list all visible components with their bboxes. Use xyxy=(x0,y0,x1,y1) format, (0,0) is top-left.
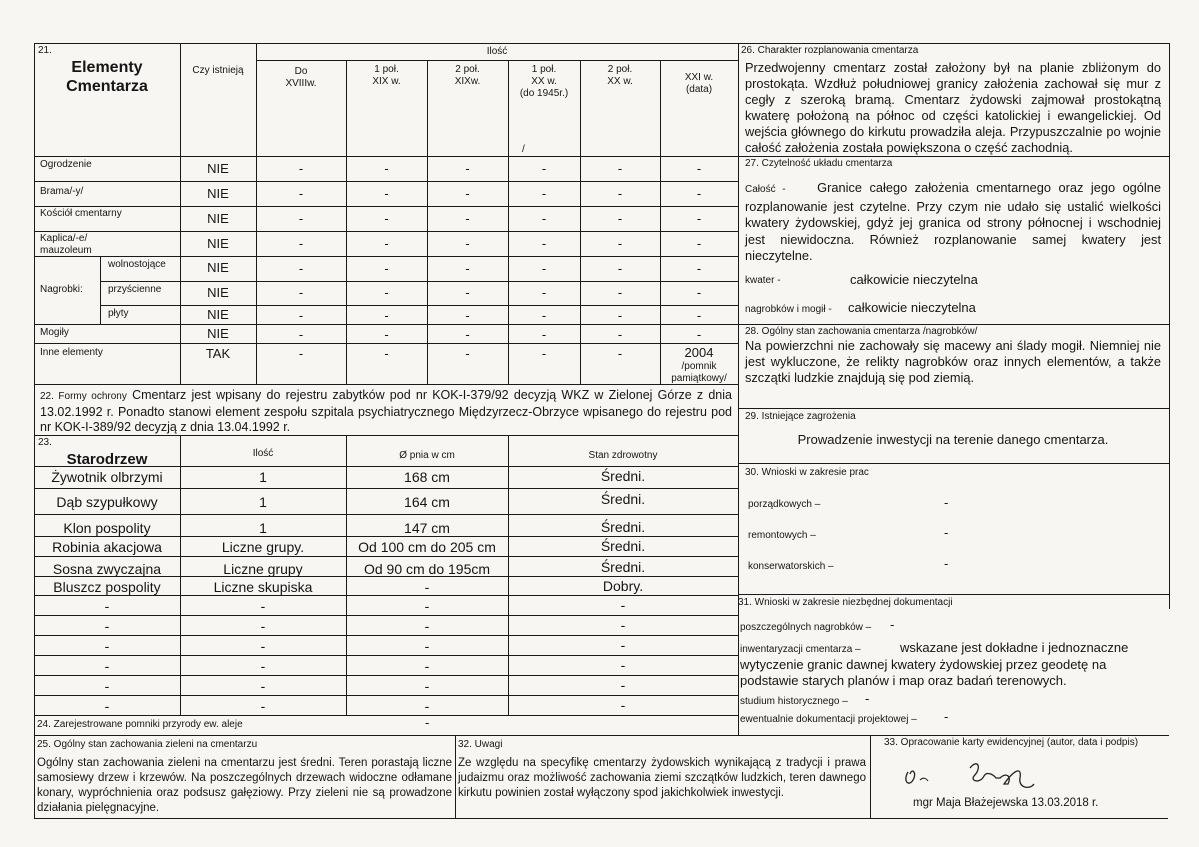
value-cell: - xyxy=(617,211,623,226)
s31-item1-label: poszczególnych nagrobków – xyxy=(740,622,872,633)
value-cell: - xyxy=(541,161,547,176)
value-cell: - xyxy=(384,285,389,300)
tree-health-col xyxy=(508,466,738,715)
s30-item-remontowych: remontowych – xyxy=(748,530,816,541)
s33-author: mgr Maja Błażejewska 13.03.2018 r. xyxy=(913,797,1099,809)
inne-xxi-year: 2004 xyxy=(684,345,714,360)
value-cell: - xyxy=(465,327,470,342)
s31-item2-text-l2: wytyczenie granic dawnej kwatery żydowskiej przez geodetę na xyxy=(740,657,1107,672)
s33-label: 33. Opracowanie karty ewidencyjnej (autor, data i podpis) xyxy=(884,737,1139,748)
tree-diam: - xyxy=(424,618,430,634)
tree-name: - xyxy=(104,598,110,614)
s31-item1-value: - xyxy=(890,617,895,632)
s30-value-porzadkowych: - xyxy=(944,495,949,510)
right-hline xyxy=(738,463,1169,464)
s21-hline xyxy=(100,305,738,306)
row-label-inne: Inne elementy xyxy=(40,347,103,358)
s21-hline xyxy=(34,324,738,325)
exists-kosciol: NIE xyxy=(207,211,229,226)
exists-przyscienne: NIE xyxy=(207,285,229,300)
s30-item-konserwatorskich: konserwatorskich – xyxy=(748,561,834,572)
s27-kwater-value: całkowicie nieczytelna xyxy=(850,272,978,287)
value-cell: - xyxy=(541,186,547,201)
value-cell: - xyxy=(617,308,623,323)
value-cell: - xyxy=(384,236,389,251)
tree-diam-col xyxy=(346,467,508,716)
s32-label: 32. Uwagi xyxy=(458,739,503,750)
tree-count: Liczne grupy xyxy=(223,561,303,577)
tree-health: Średni. xyxy=(600,491,646,507)
tree-name-col xyxy=(34,467,180,716)
s23-number: 23. xyxy=(38,437,52,448)
s27-label: 27. Czytelność układu cmentarza xyxy=(745,158,893,169)
s28-text: Na powierzchni nie zachowały się macewy ani ślady mogił. Niemniej nie jest wykluczone, że relikty nagrobków oraz innych elementów, a także szczątki ludzkie znajdują się pod ziemią. xyxy=(745,338,1161,385)
tree-count: - xyxy=(260,678,266,694)
value-cell: - xyxy=(617,236,623,251)
row-label-ogrodzenie: Ogrodzenie xyxy=(40,159,92,170)
value-cell: - xyxy=(696,186,702,201)
value-cell: - xyxy=(617,346,623,361)
exists-brama: NIE xyxy=(207,186,229,201)
tree-health: - xyxy=(620,637,626,653)
row-label-brama: Brama/-y/ xyxy=(40,186,84,197)
period-header-2: 1 poł. XIX w. xyxy=(372,64,401,87)
s27-calosc-text: Granice całego założenia cmentarnego oraz jego ogólne rozplanowanie jest czytelne. Przy czym nie udało się ustalić wielkości kwatery żydowskiej, gdyż jej granica od strony północnej i wschodniej jest niewidoczna. Również rozplanowanie samej kwatery jest nieczytelne. xyxy=(745,180,1161,263)
s24-bottom-line xyxy=(34,735,1169,736)
tree-diam: Od 90 cm do 195cm xyxy=(363,561,491,577)
tree-count: 1 xyxy=(259,469,267,485)
value-cell: - xyxy=(541,211,547,226)
value-cell: - xyxy=(696,236,702,251)
tree-name: - xyxy=(104,638,110,654)
s32-s33-divider xyxy=(870,735,871,818)
value-cell: - xyxy=(696,211,702,226)
s21-hline xyxy=(34,343,738,344)
s22-text: Cmentarz jest wpisany do rejestru zabytków pod nr KOK-I-379/92 decyzją WKZ w Zielonej Górze z dnia 13.02.1992 r. Ponadto stanowi element zespołu szpitala psychiatrycznego Międzyrzecz-Obrzyce wpisanego do rejestru pod nr KOK-I-389/92 decyzją z dnia 13.04.1992 r. xyxy=(40,388,732,434)
value-cell: - xyxy=(696,308,702,323)
right-hline xyxy=(738,156,1169,157)
s21-hline xyxy=(34,231,738,232)
tree-health: Średni. xyxy=(600,538,646,554)
s29-text: Prowadzenie inwestycji na terenie danego cmentarza. xyxy=(797,432,1109,447)
tree-health: - xyxy=(620,617,626,633)
tree-count: - xyxy=(260,658,266,674)
s31-item4-label: ewentualnie dokumentacji projektowej – xyxy=(740,714,917,725)
tree-health: - xyxy=(620,677,626,693)
tree-name: Klon pospolity xyxy=(63,520,151,536)
exists-inne: TAK xyxy=(205,346,231,361)
tree-count: Liczne grupy. xyxy=(221,539,305,555)
tree-health: - xyxy=(620,697,626,713)
row-label-kosciol: Kościół cmentarny xyxy=(40,208,122,219)
s22-label: 22. Formy ochrony xyxy=(40,391,127,402)
value-cell: - xyxy=(541,261,547,276)
tree-diam: 147 cm xyxy=(404,520,450,536)
s27-calosc-block xyxy=(745,180,1161,265)
s30-item-porzadkowych: porządkowych – xyxy=(748,499,821,510)
tree-health: - xyxy=(620,657,626,673)
tree-diam: - xyxy=(424,579,430,595)
value-cell: - xyxy=(465,261,470,276)
s23-header-count: Ilość xyxy=(252,448,274,459)
value-cell: - xyxy=(384,346,389,361)
value-cell: - xyxy=(696,327,702,342)
value-cell: - xyxy=(465,285,470,300)
s21-hline xyxy=(100,281,738,282)
value-cell: - xyxy=(541,346,547,361)
value-cell: - xyxy=(384,308,389,323)
s25-label: 25. Ogólny stan zachowania zieleni na cmentarzu xyxy=(37,739,258,750)
tree-name: - xyxy=(104,618,110,634)
period-header-1: Do XVIIIw. xyxy=(285,66,317,89)
tree-name: - xyxy=(104,678,110,694)
s21-number: 21. xyxy=(38,45,52,56)
row-label-przyscienne: przyścienne xyxy=(108,284,162,295)
value-cell: - xyxy=(384,327,389,342)
s27-nagrobkow-label: nagrobków i mogił - xyxy=(745,304,832,315)
inne-xxi-note2: pamiątkowy/ xyxy=(671,373,727,384)
value-cell: - xyxy=(617,327,623,342)
value-cell: - xyxy=(541,327,547,342)
period-header-5: 2 poł. XX w. xyxy=(607,64,633,87)
exists-kaplica: NIE xyxy=(207,236,229,251)
period-header-4: 1 poł. XX w. (do 1945r.) xyxy=(519,64,569,99)
value-cell: - xyxy=(298,161,304,176)
right-hline xyxy=(738,594,1169,595)
s21-hline xyxy=(34,181,738,182)
value-cell: - xyxy=(298,236,304,251)
s31-item2-text-l3: podstawie starych planów i map oraz badań terenowych. xyxy=(740,673,1067,688)
s30-value-konserwatorskich: - xyxy=(944,556,949,571)
signature-image xyxy=(900,752,1060,792)
stray-slash-mark: / xyxy=(522,144,525,155)
value-cell: - xyxy=(298,308,304,323)
s24-value: - xyxy=(425,715,430,730)
value-cell: - xyxy=(617,161,623,176)
frame-bottom xyxy=(34,818,1168,819)
tree-count: 1 xyxy=(259,494,267,510)
s31-label: 31. Wnioski w zakresie niezbędnej dokumentacji xyxy=(738,597,953,608)
exists-ogrodzenie: NIE xyxy=(207,161,229,176)
s21-title-line2: Cmentarza xyxy=(66,78,148,95)
s26-label: 26. Charakter rozplanowania cmentarza xyxy=(741,45,919,56)
tree-count: - xyxy=(260,698,266,714)
value-cell: - xyxy=(384,161,389,176)
s29-label: 29. Istniejące zagrożenia xyxy=(745,411,856,422)
exists-wolnostojace: NIE xyxy=(207,260,229,275)
value-cell: - xyxy=(541,236,547,251)
s22-block xyxy=(40,388,732,436)
tree-count: - xyxy=(260,638,266,654)
period-header-6: XXI w. (data) xyxy=(684,72,714,95)
row-label-mogily: Mogiły xyxy=(40,327,69,338)
tree-name: - xyxy=(104,698,110,714)
s21-title xyxy=(40,58,174,96)
tree-count: - xyxy=(260,618,266,634)
s21-title-line1: Elementy xyxy=(71,59,143,76)
row-label-kaplica: Kaplica/-e/ mauzoleum xyxy=(40,233,92,256)
inne-xxi-cell xyxy=(660,345,738,385)
tree-health: Dobry. xyxy=(602,578,644,594)
value-cell: - xyxy=(696,261,702,276)
value-cell: - xyxy=(298,211,304,226)
ilosc-header: Ilość xyxy=(486,46,508,57)
tree-count: Liczne skupiska xyxy=(213,579,313,595)
frame-top xyxy=(34,43,1169,44)
s21-hline xyxy=(34,206,738,207)
tree-health: - xyxy=(620,597,626,613)
s32-text: Ze względu na specyfikę cmentarzy żydowskich wynikającą z tradycji i prawa judaizmu oraz możliwość zachowania ziemi szczątków ludzkich, teren dawnego kirkutu powinien został wyłączony spod jakichkolwiek inwestycji. xyxy=(458,757,866,799)
s31-item2-text-l1: wskazane jest dokładne i jednoznaczne xyxy=(900,640,1129,655)
s25-s32-divider xyxy=(455,735,456,818)
s21-hline xyxy=(256,60,738,61)
value-cell: - xyxy=(465,186,470,201)
frame-right-upper xyxy=(1169,43,1170,609)
tree-count-col xyxy=(180,467,346,716)
tree-health: Średni. xyxy=(600,468,646,484)
s23-header-diam: Ø pnia w cm xyxy=(399,450,455,461)
value-cell: - xyxy=(696,285,702,300)
s27-nagrobkow-value: całkowicie nieczytelna xyxy=(848,300,976,315)
s21-vline xyxy=(100,256,101,324)
s21-hline xyxy=(34,384,738,385)
row-label-wolnostojace: wolnostojące xyxy=(108,259,166,270)
tree-diam: - xyxy=(424,598,430,614)
value-cell: - xyxy=(465,161,470,176)
value-cell: - xyxy=(617,285,623,300)
s31-item2-label: inwentaryzacji cmentarza – xyxy=(740,644,861,655)
value-cell: - xyxy=(298,261,304,276)
tree-diam: 168 cm xyxy=(404,469,450,485)
value-cell: - xyxy=(465,308,470,323)
value-cell: - xyxy=(541,308,547,323)
s31-item4-value: - xyxy=(944,709,949,724)
s30-label: 30. Wnioski w zakresie prac xyxy=(745,467,869,478)
tree-diam: - xyxy=(424,638,430,654)
value-cell: - xyxy=(384,186,389,201)
tree-diam: - xyxy=(424,658,430,674)
right-hline xyxy=(738,408,1169,409)
right-hline xyxy=(738,324,1169,325)
tree-name: Dąb szypułkowy xyxy=(56,494,158,510)
value-cell: - xyxy=(384,261,389,276)
s28-label: 28. Ogólny stan zachowania cmentarza /nagrobków/ xyxy=(745,326,978,337)
value-cell: - xyxy=(617,261,623,276)
tree-count: 1 xyxy=(259,520,267,536)
period-header-3: 2 poł. XIXw. xyxy=(454,64,481,87)
tree-health: Średni. xyxy=(600,559,646,575)
value-cell: - xyxy=(298,327,304,342)
s27-kwater-label: kwater - xyxy=(745,275,781,286)
s31-item3-label: studium historycznego – xyxy=(740,696,848,707)
tree-health: Średni. xyxy=(600,519,646,535)
tree-diam: - xyxy=(424,698,430,714)
tree-name: Sosna zwyczajna xyxy=(52,561,162,577)
tree-count: - xyxy=(260,598,266,614)
s26-text: Przedwojenny cmentarz został założony był na planie zbliżonym do prostokąta. Wzdłuż południowej granicy założenia zachował się mur z cegły z szeroką bramą. Cmentarz żydowski zajmował prostokątną kwaterę położoną na północ od części katolickiej i ewangelickiej. Od wejścia głównego do kirkutu prowadziła aleja. Przypuszczalnie po wojnie całość założenia została powiększona o część zachodnią. xyxy=(745,60,1161,155)
s23-title: Starodrzew xyxy=(66,451,148,468)
col-exists-header: Czy istnieją xyxy=(192,65,244,76)
s21-hline xyxy=(34,256,738,257)
tree-name: Robinia akacjowa xyxy=(52,539,162,555)
value-cell: - xyxy=(465,346,470,361)
s27-calosc-label: Całość - xyxy=(745,184,786,195)
inne-xxi-note1: /pomnik xyxy=(681,361,717,372)
value-cell: - xyxy=(465,211,470,226)
exists-plyty: NIE xyxy=(207,307,229,322)
s23-header-health: Stan zdrowotny xyxy=(588,450,658,461)
tree-name: Bluszcz pospolity xyxy=(53,579,161,595)
value-cell: - xyxy=(298,186,304,201)
tree-diam: 164 cm xyxy=(404,494,450,510)
s30-value-remontowych: - xyxy=(944,525,949,540)
s21-hline xyxy=(34,156,738,157)
tree-diam: - xyxy=(424,678,430,694)
value-cell: - xyxy=(384,211,389,226)
s24-label: 24. Zarejestrowane pomniki przyrody ew. aleje xyxy=(37,719,243,730)
tree-name: Żywotnik olbrzymi xyxy=(51,469,163,485)
value-cell: - xyxy=(465,236,470,251)
value-cell: - xyxy=(541,285,547,300)
exists-mogily: NIE xyxy=(207,326,229,341)
value-cell: - xyxy=(617,186,623,201)
tree-diam: Od 100 cm do 205 cm xyxy=(358,539,496,555)
value-cell: - xyxy=(298,285,304,300)
nagrobki-group-label: Nagrobki: xyxy=(40,284,83,295)
column-divider xyxy=(738,43,739,735)
s25-text: Ogólny stan zachowania zieleni na cmentarzu jest średni. Teren porastają liczne samosiewy drzew i krzewów. Na poszczególnych drzewach widoczne odłamane konary, wypróchnienia oraz podsusz gałęziowy. Przy zieleni nie są prowadzone działania pielęgnacyjne. xyxy=(37,757,452,814)
value-cell: - xyxy=(696,161,702,176)
value-cell: - xyxy=(298,346,304,361)
row-label-plyty: płyty xyxy=(108,308,129,319)
s31-item3-value: - xyxy=(865,691,870,706)
tree-name: - xyxy=(104,658,110,674)
